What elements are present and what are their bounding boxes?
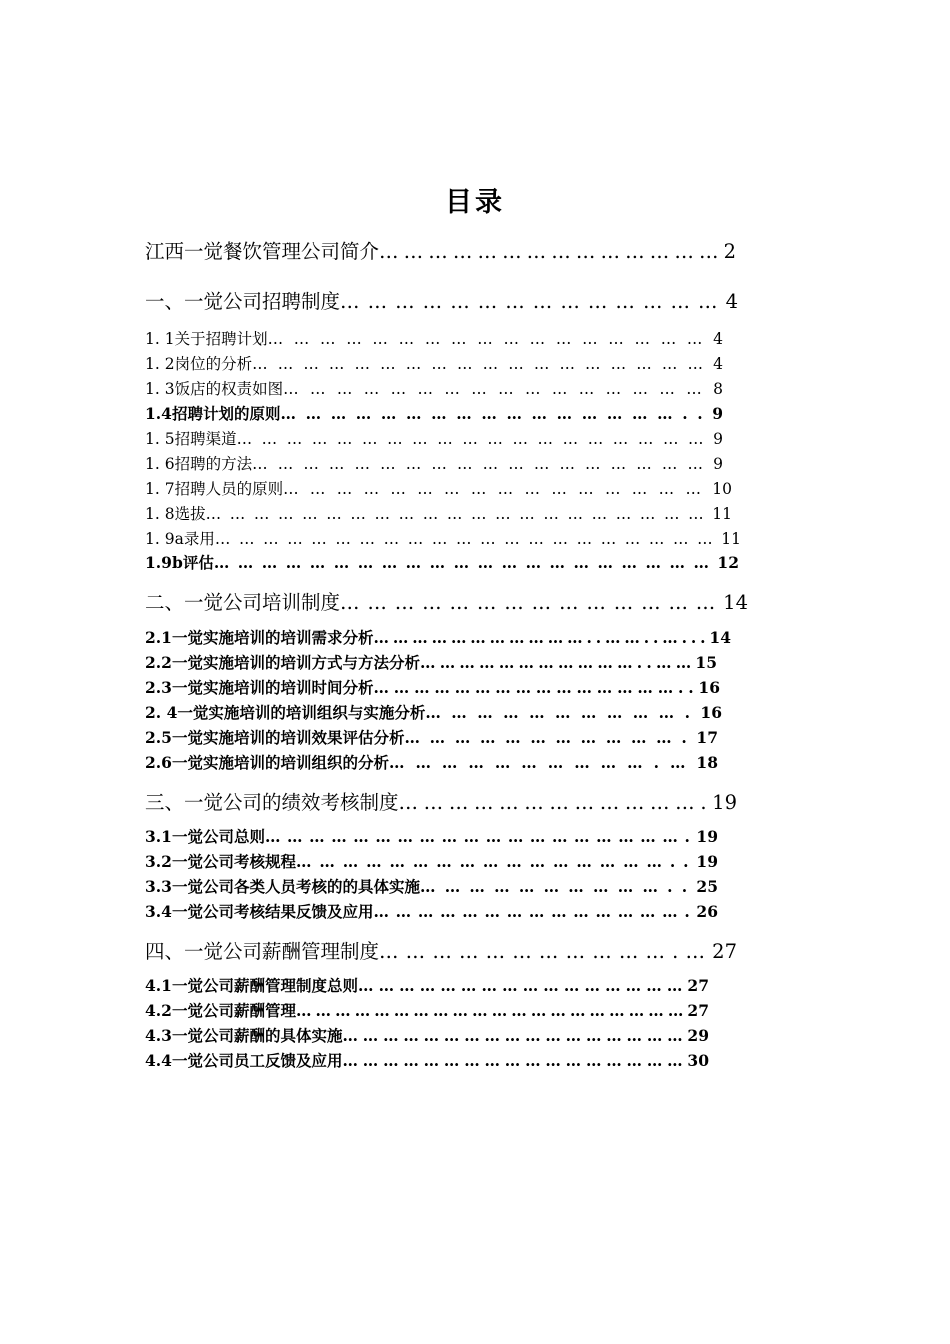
toc-entry-label: 江西一觉餐饮管理公司简介	[145, 240, 380, 263]
toc-entry-leader: ………………………….	[425, 703, 701, 722]
toc-entry-page: 16	[700, 703, 722, 722]
toc-entry-leader: …………………………….	[404, 728, 697, 747]
toc-entry-page: 30	[687, 1051, 709, 1070]
toc-entry-page: 17	[696, 728, 718, 747]
toc-entry-leader: …………………………………………..	[295, 852, 697, 871]
toc-entry-leader: ………………………………………………	[252, 455, 714, 473]
toc-entry-leader: ………………………………………………………	[205, 505, 713, 523]
toc-entry[interactable]	[145, 999, 709, 1021]
toc-entry-page: 16	[698, 678, 720, 697]
toc-entry[interactable]	[145, 651, 717, 673]
toc-entry-page: 9	[712, 404, 723, 423]
toc-entry-page: 2	[723, 240, 736, 263]
toc-entry-page: 26	[696, 902, 718, 921]
toc-entry-leader: …………………………….…	[379, 940, 713, 963]
toc-entry-page: 8	[713, 380, 723, 398]
toc-entry-leader: …………………………………………	[283, 480, 713, 498]
toc-entry-number: 3.3	[145, 877, 172, 896]
toc-entry-page: 19	[696, 827, 718, 846]
toc-entry-number: 4.4	[145, 1051, 172, 1070]
toc-entry-label: 一觉实施培训的培训效果评估分析	[171, 728, 405, 747]
toc-entry-number: 三、	[145, 791, 185, 814]
toc-entry-label: 一觉公司薪酬管理	[171, 1001, 296, 1020]
toc-entry-page: 27	[712, 940, 737, 963]
toc-entry-leader: ……………………………………………………	[295, 1001, 688, 1020]
toc-entry-label: 招聘渠道	[174, 430, 237, 448]
toc-entry-label: 一觉实施培训的培训组织的分析	[171, 753, 389, 772]
toc-entry-leader: …………………………………………	[283, 380, 714, 398]
toc-entry[interactable]	[145, 352, 723, 374]
toc-entry-leader: ………………………………………………….	[264, 827, 697, 846]
toc-entry-leader: ……………………………………	[340, 290, 726, 313]
toc-entry-label: 一觉公司培训制度	[184, 591, 341, 614]
toc-entry-leader: …………………………..	[419, 877, 697, 896]
toc-entry-page: 15	[695, 653, 717, 672]
toc-entry-label: 一觉公司考核规程	[171, 852, 296, 871]
toc-entry-leader: …………………………………………	[357, 976, 688, 995]
toc-entry-leader: ……………………………………………	[267, 330, 714, 348]
toc-entry-number: 1. 2	[145, 355, 175, 373]
toc-entry-label: 一觉公司员工反馈及应用	[171, 1051, 343, 1070]
toc-entry-label: 一觉公司薪酬的具体实施	[171, 1026, 343, 1045]
toc-entry-leader: ……………………………..……	[419, 653, 696, 672]
toc-entry-number: 1.4	[145, 404, 172, 423]
toc-entry-number: 2.1	[145, 628, 172, 647]
toc-entry-number: 3.4	[145, 902, 172, 921]
toc-entry-number: 1. 8	[145, 505, 175, 523]
toc-entry-label: 招聘人员的原则	[174, 480, 284, 498]
toc-entry-label: 一觉实施培训的培训需求分析	[171, 628, 374, 647]
toc-entry-number: 2.6	[145, 753, 172, 772]
toc-entry-number: 4.2	[145, 1001, 172, 1020]
toc-entry-leader: ………………………………………………………	[214, 530, 722, 548]
toc-entry[interactable]	[145, 701, 722, 723]
toc-entry-number: 二、	[145, 591, 185, 614]
toc-entry-leader: ………………………….…	[388, 753, 697, 772]
toc-entry-label: 饭店的权责如图	[174, 380, 284, 398]
toc-entry-page: 14	[723, 591, 748, 614]
toc-entry[interactable]	[145, 452, 723, 474]
toc-entry[interactable]	[145, 427, 723, 449]
toc-entry-label: 一觉实施培训的培训组织与实施分析	[177, 703, 426, 722]
toc-entry-number: 1. 9a	[145, 530, 184, 548]
toc-entry-label: 一觉公司总则	[171, 827, 265, 846]
toc-entry[interactable]	[145, 1049, 709, 1071]
toc-entry-number: 2. 4	[145, 703, 178, 722]
toc-entry-page: 4	[713, 355, 723, 373]
toc-entry-leader: ……………………………………………	[342, 1051, 688, 1070]
toc-entry-page: 18	[696, 753, 718, 772]
toc-entry[interactable]	[145, 936, 737, 964]
toc-entry-leader: ……………………………………	[340, 591, 724, 614]
toc-entry-page: 4	[725, 290, 738, 313]
toc-entry-page: 19	[712, 791, 737, 814]
toc-entry[interactable]	[145, 1024, 709, 1046]
toc-entry-label: 评估	[182, 553, 214, 572]
toc-entry[interactable]	[145, 626, 731, 648]
toc-entry-leader: …………………………………………………	[236, 430, 714, 448]
toc-entry[interactable]	[145, 286, 738, 314]
toc-entry[interactable]	[145, 974, 709, 996]
toc-entry-page: 11	[721, 530, 741, 548]
toc-entry-leader: ………………………………………………	[252, 355, 714, 373]
toc-entry-page: 9	[713, 430, 723, 448]
toc-entry-leader: ……………………………..……..…...	[373, 628, 710, 647]
toc-entry-number: 1. 7	[145, 480, 175, 498]
toc-entry-number: 1. 6	[145, 455, 175, 473]
toc-entry-label: 岗位的分析	[174, 355, 253, 373]
toc-entry[interactable]	[145, 477, 732, 499]
toc-entry-number: 1.9b	[145, 553, 183, 572]
toc-entry-page: 27	[687, 976, 709, 995]
toc-entry[interactable]	[145, 402, 723, 424]
toc-entry-number: 一、	[145, 290, 185, 313]
toc-entry-label: 关于招聘计划	[174, 330, 268, 348]
toc-entry-label: 一觉公司的绩效考核制度	[184, 791, 399, 814]
toc-entry-leader: ………………………………………..	[373, 678, 699, 697]
toc-entry-label: 一觉实施培训的培训时间分析	[171, 678, 374, 697]
toc-entry-page: 27	[687, 1001, 709, 1020]
toc-entry-label: 一觉公司考核结果反馈及应用	[171, 902, 374, 921]
toc-entry-number: 4.1	[145, 976, 172, 995]
toc-entry-page: 12	[717, 553, 739, 572]
toc-entry-leader: ………………………………………………………	[213, 553, 718, 572]
toc-entry-label: 一觉公司薪酬管理制度	[184, 940, 380, 963]
toc-entry-leader: …………………………………….	[373, 902, 697, 921]
toc-entry-number: 四、	[145, 940, 185, 963]
toc-entry-label: 一觉公司各类人员考核的的具体实施	[171, 877, 420, 896]
toc-title: 目录	[445, 187, 505, 218]
toc-entry-leader: ……………………………………………	[342, 1026, 688, 1045]
toc-entry-number: 4.3	[145, 1026, 172, 1045]
toc-entry-number: 3.1	[145, 827, 172, 846]
toc-entry-number: 1. 5	[145, 430, 175, 448]
toc-entry-leader: ……………………………….	[398, 791, 713, 814]
toc-entry-page: 10	[712, 480, 732, 498]
toc-entry-leader: …………………………………………..	[280, 404, 713, 423]
toc-entry[interactable]	[145, 825, 718, 847]
toc-entry[interactable]	[145, 587, 748, 615]
toc-entry[interactable]	[145, 850, 718, 872]
toc-entry[interactable]	[145, 726, 718, 748]
toc-entry-label: 招聘计划的原则	[171, 404, 281, 423]
toc-entry-leader: ……………………………………	[379, 240, 724, 263]
toc-entry-page: 25	[696, 877, 718, 896]
toc-entry-label: 一觉实施培训的培训方式与方法分析	[171, 653, 420, 672]
toc-entry[interactable]	[145, 377, 723, 399]
toc-entry[interactable]	[145, 327, 723, 349]
toc-entry-number: 1. 3	[145, 380, 175, 398]
toc-entry-number: 2.5	[145, 728, 172, 747]
toc-entry-label: 录用	[183, 530, 215, 548]
toc-entry[interactable]	[145, 900, 718, 922]
toc-entry-page: 9	[713, 455, 723, 473]
toc-entry[interactable]	[145, 527, 741, 549]
toc-entry[interactable]	[145, 787, 737, 815]
toc-entry-page: 11	[712, 505, 732, 523]
toc-entry-label: 一觉公司薪酬管理制度总则	[171, 976, 358, 995]
toc-entry-number: 1. 1	[145, 330, 175, 348]
toc-entry[interactable]	[145, 676, 720, 698]
toc-entry-page: 29	[687, 1026, 709, 1045]
toc-entry-label: 一觉公司招聘制度	[184, 290, 341, 313]
toc-entry[interactable]	[145, 236, 736, 264]
toc-entry[interactable]	[145, 751, 718, 773]
toc-entry[interactable]	[145, 551, 739, 573]
toc-entry-page: 19	[696, 852, 718, 871]
toc-entry-label: 选拔	[174, 505, 206, 523]
toc-entry-number: 3.2	[145, 852, 172, 871]
toc-entry-number: 2.3	[145, 678, 172, 697]
toc-entry-page: 4	[713, 330, 723, 348]
toc-entry-number: 2.2	[145, 653, 172, 672]
toc-entry[interactable]	[145, 875, 718, 897]
toc-entry[interactable]	[145, 502, 732, 524]
toc-entry-label: 招聘的方法	[174, 455, 253, 473]
toc-entry-page: 14	[709, 628, 731, 647]
